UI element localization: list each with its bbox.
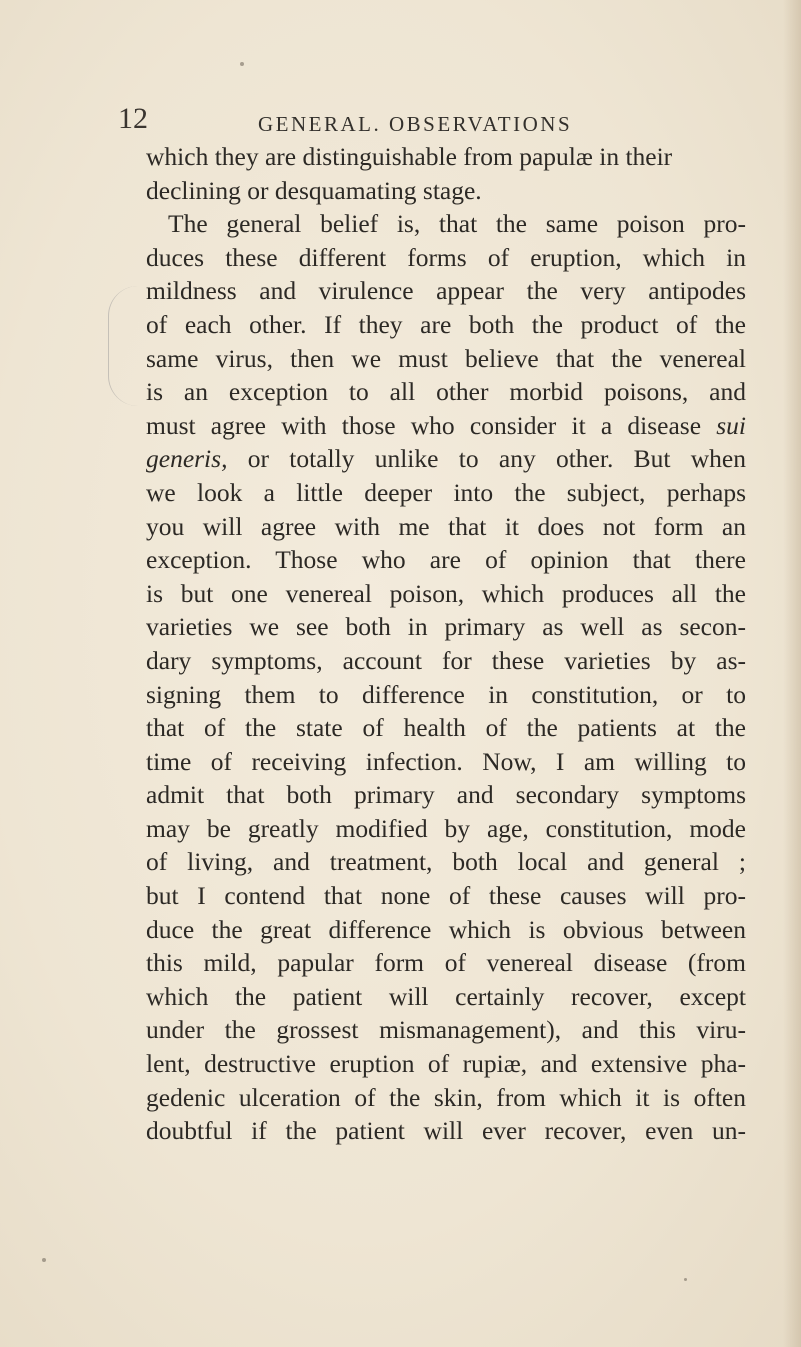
text-line: duce the great difference which is obvious between	[146, 914, 746, 944]
text-line: exception. Those who are of opinion that there	[146, 545, 746, 575]
text-line: declining or desquamating stage.	[146, 175, 482, 205]
paper-speck	[240, 62, 244, 66]
text-line: of each other. If they are both the product of the	[146, 309, 746, 339]
text-line: is but one venereal poison, which produces all the	[146, 578, 746, 608]
text-line: lent, destructive eruption of rupiæ, and extensive pha-	[146, 1049, 746, 1079]
text-line: admit that both primary and secondary symptoms	[146, 780, 746, 810]
text-segment: or totally unlike to any other. But when	[227, 444, 746, 474]
text-line: is an exception to all other morbid poisons, and	[146, 377, 746, 407]
text-line: but I contend that none of these causes will pro-	[146, 881, 746, 911]
text-line: that of the state of health of the patients at the	[146, 713, 746, 743]
text-line: same virus, then we must believe that the venereal	[146, 343, 746, 373]
text-line: this mild, papular form of venereal disease (from	[146, 948, 746, 978]
text-line: which the patient will certainly recover, except	[146, 981, 746, 1011]
text-line: gedenic ulceration of the skin, from which it is often	[146, 1082, 746, 1112]
text-line: signing them to difference in constitution, or to	[146, 679, 746, 709]
text-line	[146, 442, 746, 476]
text-line: duces these different forms of eruption, which in	[146, 242, 746, 272]
text-line: of living, and treatment, both local and general ;	[146, 847, 746, 877]
text-line: you will agree with me that it does not form an	[146, 511, 746, 541]
text-line: The general belief is, that the same poison pro-	[168, 209, 746, 239]
page-number: 12	[118, 102, 148, 135]
paper-speck	[684, 1278, 687, 1281]
text-line	[146, 409, 746, 443]
text-line: under the grossest mismanagement), and this viru-	[146, 1015, 746, 1045]
page-edge-shadow	[783, 0, 801, 1347]
text-line: time of receiving infection. Now, I am willing to	[146, 746, 746, 776]
text-line: may be greatly modified by age, constitution, mode	[146, 813, 746, 843]
body-text	[146, 140, 746, 1148]
running-head: GENERAL. OBSERVATIONS	[258, 112, 573, 136]
text-line: which they are distinguishable from papulæ in their	[146, 142, 673, 171]
text-line: we look a little deeper into the subject, perhaps	[146, 477, 746, 507]
text-line: varieties we see both in primary as well as secon-	[146, 612, 746, 642]
text-line: doubtful if the patient will ever recover, even un-	[146, 1116, 746, 1146]
pencil-margin-mark	[108, 286, 149, 406]
text-line: dary symptoms, account for these varieties by as-	[146, 645, 746, 675]
paper-speck	[42, 1258, 46, 1262]
italic-term: sui	[716, 410, 746, 440]
text-segment: must agree with those who consider it a disease	[146, 410, 717, 440]
italic-term: generis,	[146, 444, 228, 474]
text-line: mildness and virulence appear the very antipodes	[146, 276, 746, 306]
